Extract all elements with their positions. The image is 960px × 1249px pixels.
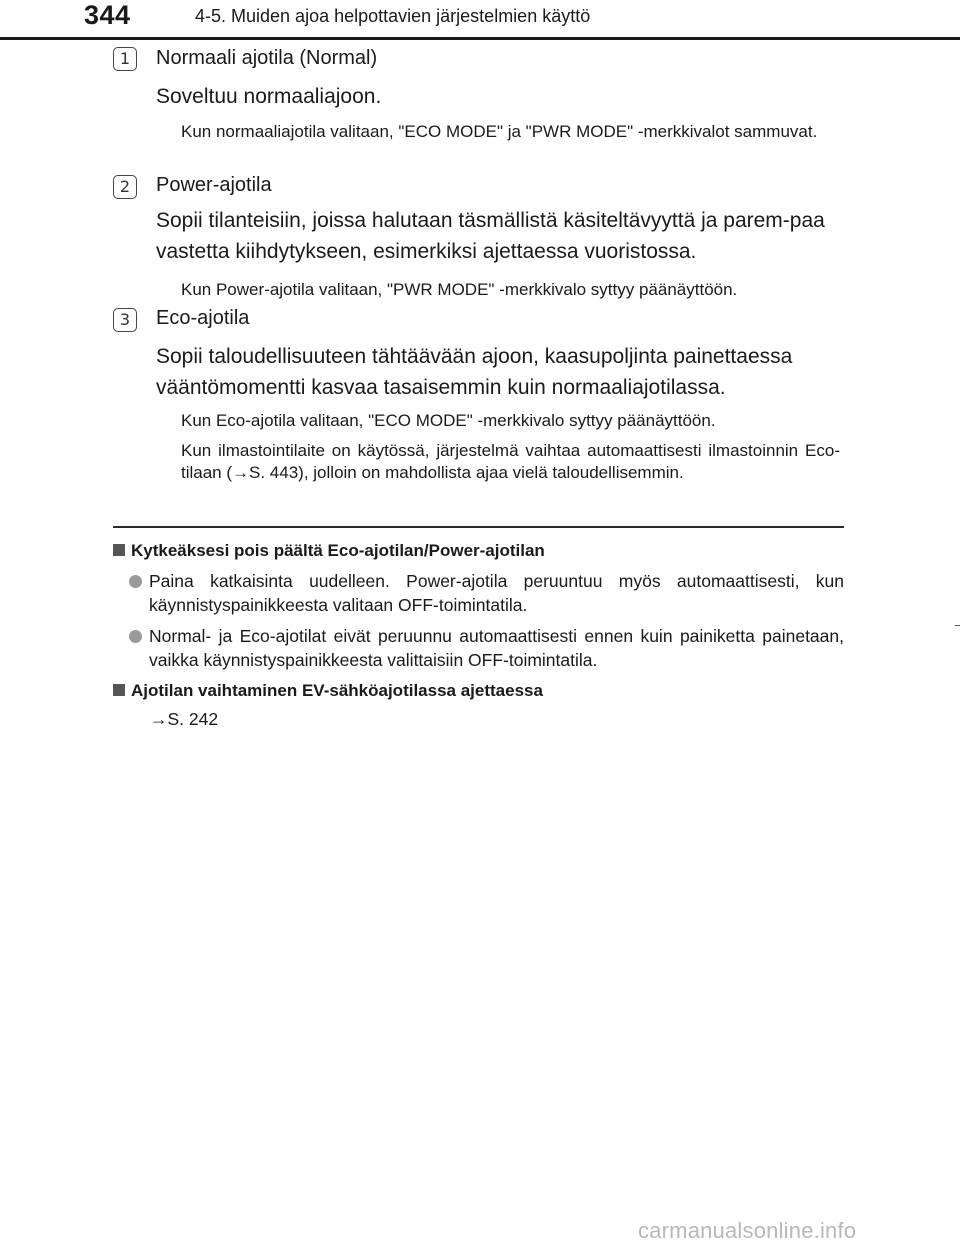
circle-bullet-icon bbox=[129, 630, 142, 643]
header-rule bbox=[0, 37, 960, 40]
item-number-badge: 2 bbox=[113, 175, 137, 199]
item-title: Power-ajotila bbox=[156, 174, 272, 196]
item-description: Sopii taloudellisuuteen tähtäävään ajoon, kaasupoljinta painettaessa vääntömomentti kasvaa tasaisemmin kuin normaaliajotilassa. bbox=[156, 345, 793, 399]
item-note: Kun normaaliajotila valitaan, "ECO MODE" ja "PWR MODE" -merkkivalot sammuvat. bbox=[181, 122, 818, 141]
page-number: 344 bbox=[84, 0, 131, 30]
item-title: Eco-ajotila bbox=[156, 307, 250, 329]
section-heading-text: Kytkeäksesi pois päältä Eco-ajotilan/Power-ajotilan bbox=[131, 541, 545, 560]
page-reference: →S. 242 bbox=[150, 709, 219, 729]
watermark: carmanualsonline.info bbox=[638, 1218, 857, 1243]
item-number-badge: 3 bbox=[113, 308, 137, 332]
item-note: Kun Eco-ajotila valitaan, "ECO MODE" -merkkivalo syttyy päänäyttöön. bbox=[181, 411, 716, 430]
section-heading-text: Ajotilan vaihtaminen EV-sähköajotilassa ajettaessa bbox=[131, 681, 543, 700]
item-description: Soveltuu normaaliajoon. bbox=[156, 85, 382, 108]
list-item bbox=[129, 624, 844, 672]
section-divider bbox=[113, 526, 844, 528]
item-note: Kun ilmastointilaite on käytössä, järjestelmä vaihtaa automaattisesti ilmastoinnin Eco-tilaan (→S. 443), jolloin on mahdollista ajaa vielä taloudellisemmin. bbox=[181, 441, 840, 482]
square-bullet-icon bbox=[113, 684, 125, 696]
square-bullet-icon bbox=[113, 544, 125, 556]
margin-tick bbox=[955, 625, 960, 626]
list-item-text: Normal- ja Eco-ajotilat eivät peruunnu automaattisesti ennen kuin painiketta painetaan, vaikka käynnistyspainikkeesta valittaisiin OFF-toimintatila. bbox=[149, 626, 844, 670]
chapter-title: 4-5. Muiden ajoa helpottavien järjestelmien käyttö bbox=[195, 6, 591, 26]
page-header bbox=[0, 0, 960, 40]
section-heading bbox=[113, 541, 545, 561]
list-item bbox=[129, 569, 844, 617]
item-title: Normaali ajotila (Normal) bbox=[156, 47, 378, 69]
item-number-badge: 1 bbox=[113, 47, 137, 71]
list-item-text: Paina katkaisinta uudelleen. Power-ajotila peruuntuu myös automaattisesti, kun käynnistyspainikkeesta valitaan OFF-toimintatila. bbox=[149, 571, 844, 615]
section-heading bbox=[113, 681, 543, 701]
item-note: Kun Power-ajotila valitaan, "PWR MODE" -merkkivalo syttyy päänäyttöön. bbox=[181, 280, 738, 299]
item-description: Sopii tilanteisiin, joissa halutaan täsmällistä käsiteltävyyttä ja parem-paa vastetta kiihdytykseen, esimerkiksi ajettaessa vuoristossa. bbox=[156, 209, 825, 263]
circle-bullet-icon bbox=[129, 575, 142, 588]
